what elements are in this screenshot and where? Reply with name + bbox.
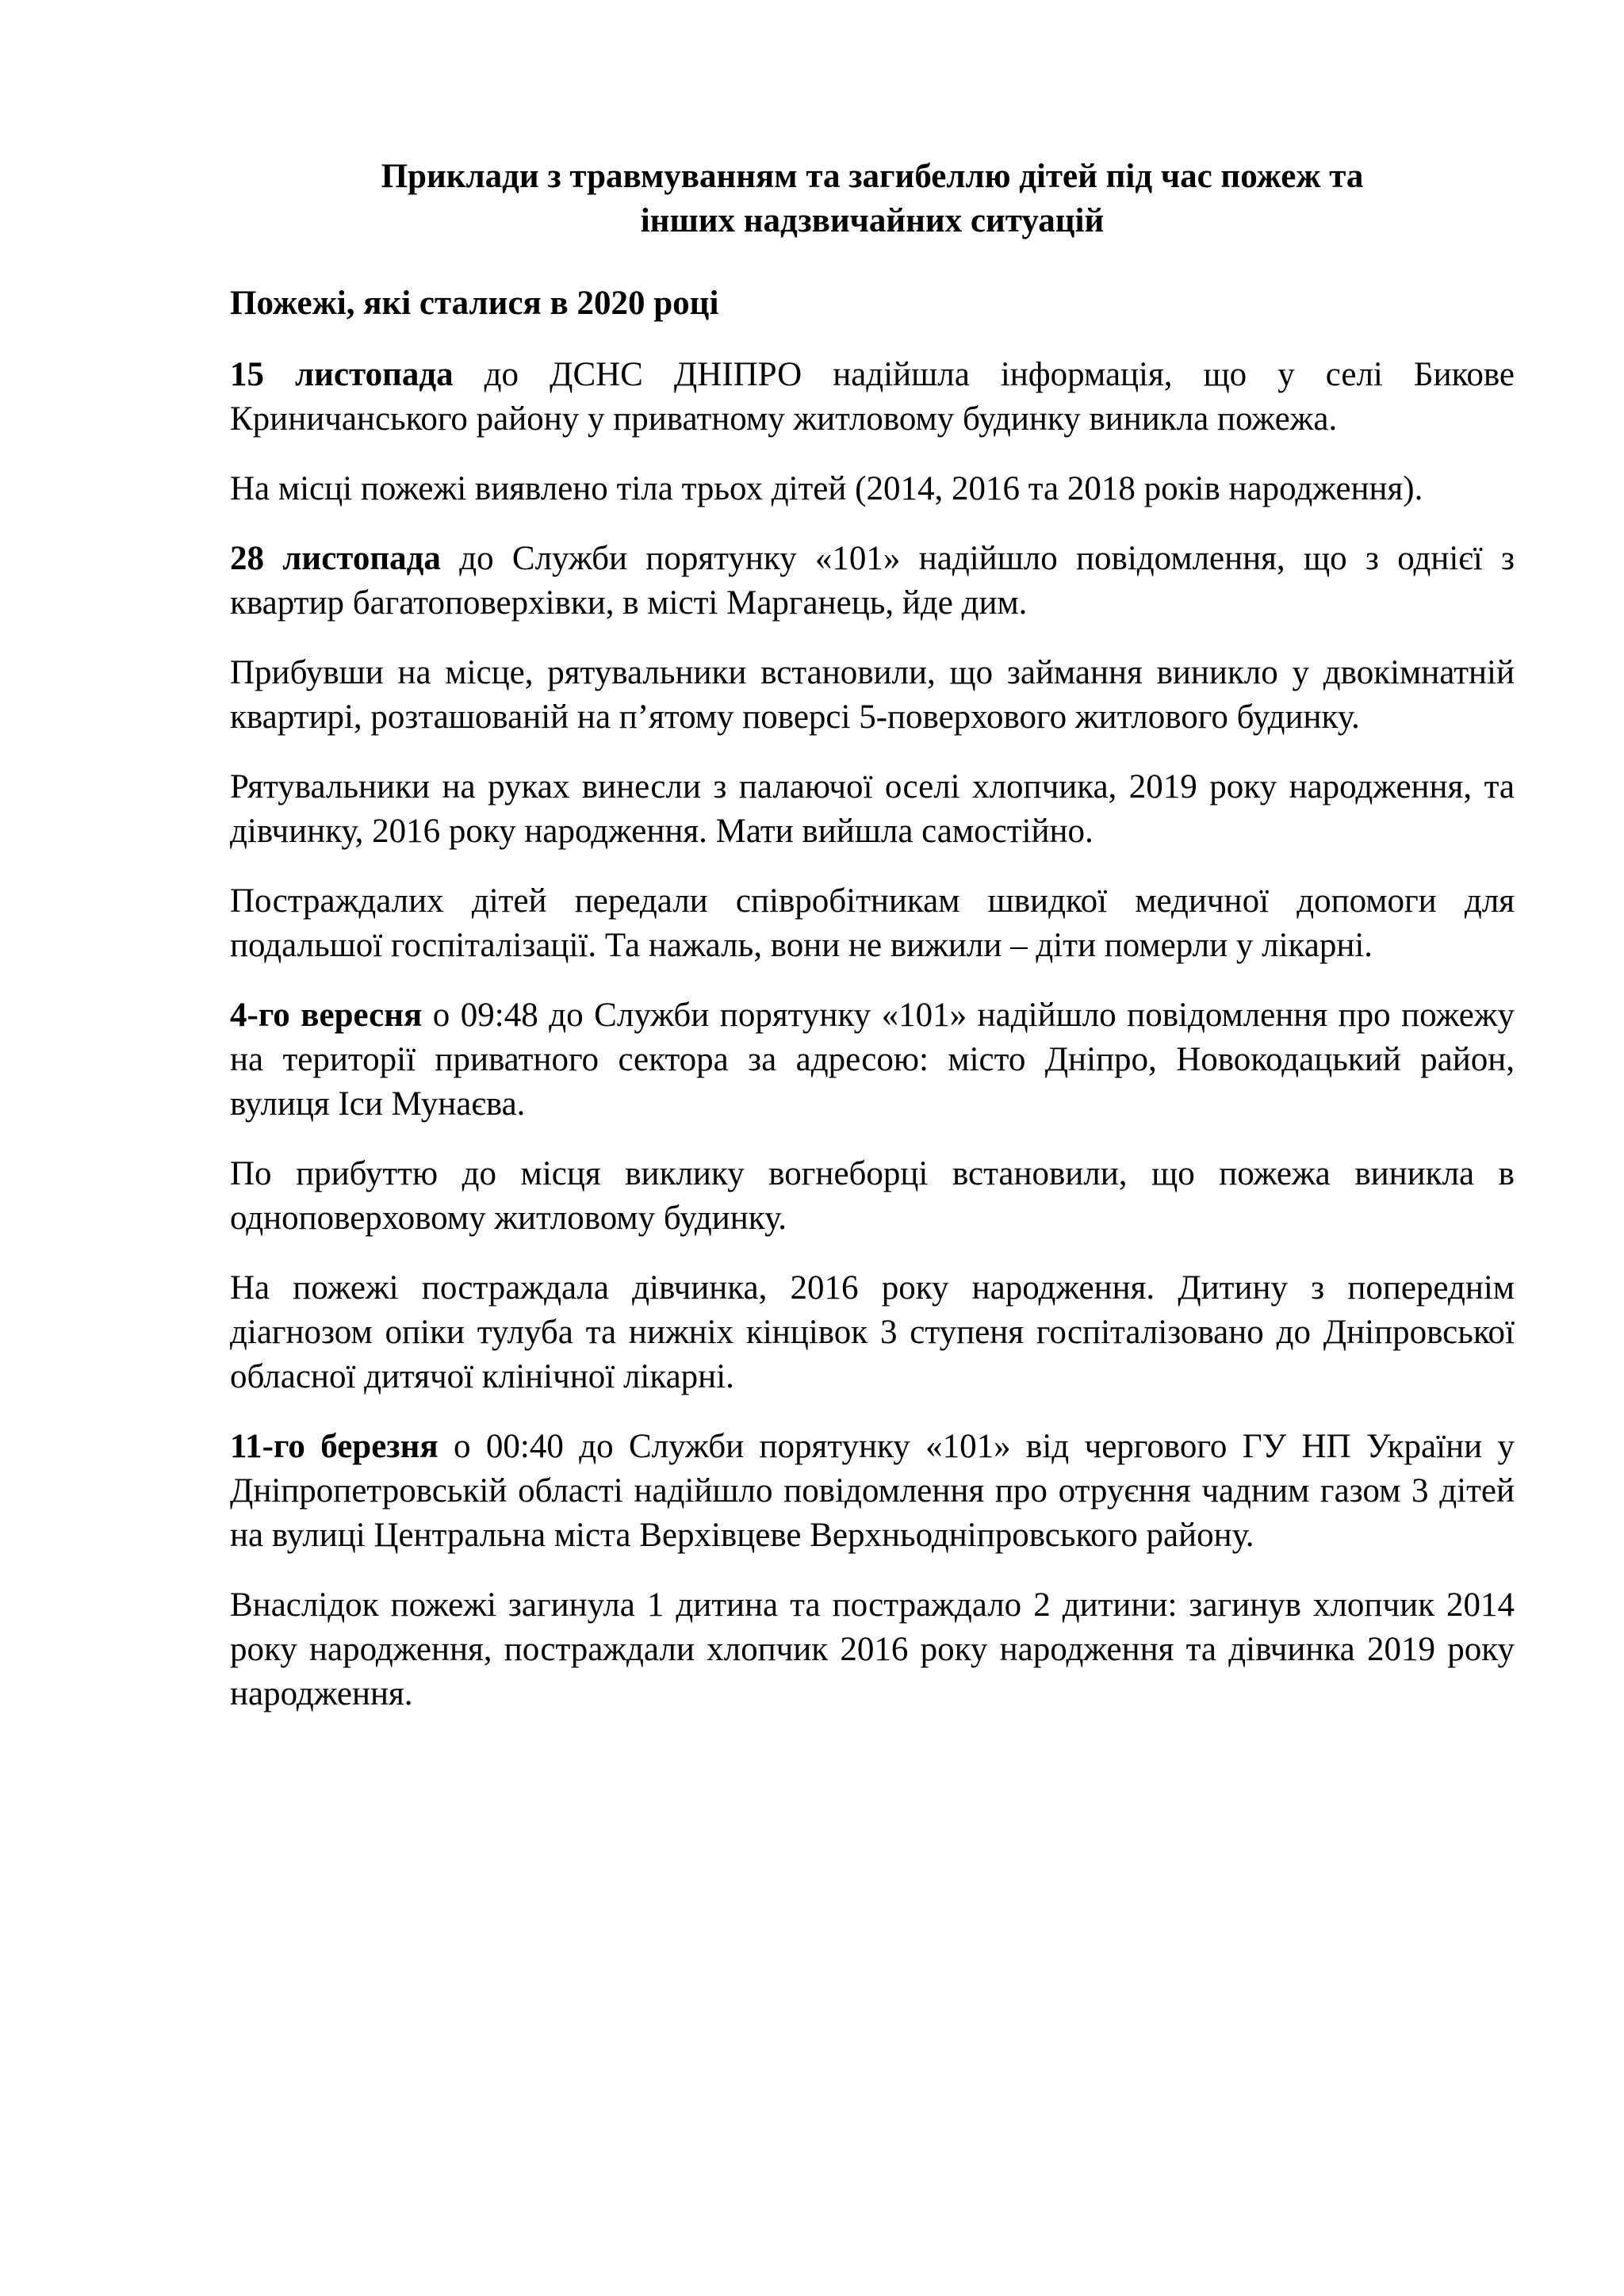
paragraph-10 [230, 1425, 1515, 1558]
paragraph-6 [230, 879, 1515, 968]
paragraph-10-date: 11-го березня [230, 1428, 439, 1465]
paragraph-7-date: 4-го вересня [230, 997, 423, 1034]
paragraph-11 [230, 1583, 1515, 1716]
paragraph-8 [230, 1152, 1515, 1241]
document-body [230, 353, 1515, 1742]
paragraph-2-text: На місці пожежі виявлено тіла трьох дітей (2014, 2016 та 2018 років народження). [230, 470, 1423, 507]
paragraph-11-text: Внаслідок пожежі загинула 1 дитина та постраждало 2 дитини: загинув хлопчик 2014 року народження, постраждали хлопчик 2016 року народження та дівчинка 2019 року народження. [230, 1586, 1515, 1712]
paragraph-1-date: 15 листопада [230, 356, 454, 393]
paragraph-1 [230, 353, 1515, 442]
paragraph-5-text: Рятувальники на руках винесли з палаючої оселі хлопчика, 2019 року народження, та дівчинку, 2016 року народження. Мати вийшла самостійно. [230, 768, 1515, 850]
paragraph-5 [230, 765, 1515, 854]
paragraph-2 [230, 467, 1515, 511]
paragraph-8-text: По прибуттю до місця виклику вогнеборці встановили, що пожежа виникла в одноповерховому житловому будинку. [230, 1155, 1515, 1237]
document-title [230, 155, 1515, 243]
paragraph-3 [230, 537, 1515, 626]
document-title-line-1: Приклади з травмуванням та загибеллю дітей під час пожеж та [381, 158, 1364, 195]
paragraph-3-text: до Служби порятунку «101» надійшло повідомлення, що з однієї з квартир багатоповерхівки, в місті Марганець, йде дим. [230, 540, 1515, 622]
paragraph-4-text: Прибувши на місце, рятувальники встановили, що займання виникло у двокімнатній квартирі, розташованій на п’ятому поверсі 5-поверхового житлового будинку. [230, 654, 1515, 736]
section-heading: Пожежі, які сталися в 2020 році [230, 285, 719, 322]
paragraph-1-text: до ДСНС ДНІПРО надійшла інформація, що у селі Бикове Криничанського району у приватному житловому будинку виникла пожежа. [230, 356, 1515, 438]
paragraph-4 [230, 651, 1515, 740]
paragraph-6-text: Постраждалих дітей передали співробітникам швидкої медичної допомоги для подальшої госпіталізації. Та нажаль, вони не вижили – діти померли у лікарні. [230, 882, 1515, 964]
paragraph-10-text: о 00:40 до Служби порятунку «101» від чергового ГУ НП України у Дніпропетровській області надійшло повідомлення про отруєння чадним газом 3 дітей на вулиці Центральна міста Верхівцеве Верхньодніпровського району. [230, 1428, 1515, 1554]
document-title-line-2: інших надзвичайних ситуацій [640, 202, 1105, 239]
paragraph-9 [230, 1266, 1515, 1399]
paragraph-7-text: о 09:48 до Служби порятунку «101» надійшло повідомлення про пожежу на території приватного сектора за адресою: місто Дніпро, Новокодацький район, вулиця Іси Мунаєва. [230, 997, 1515, 1123]
paragraph-9-text: На пожежі постраждала дівчинка, 2016 року народження. Дитину з попереднім діагнозом опіки тулуба та нижніх кінцівок 3 ступеня госпіталізовано до Дніпровської обласної дитячої клінічної лікарні. [230, 1269, 1515, 1395]
paragraph-7 [230, 993, 1515, 1127]
paragraph-3-date: 28 листопада [230, 540, 441, 577]
